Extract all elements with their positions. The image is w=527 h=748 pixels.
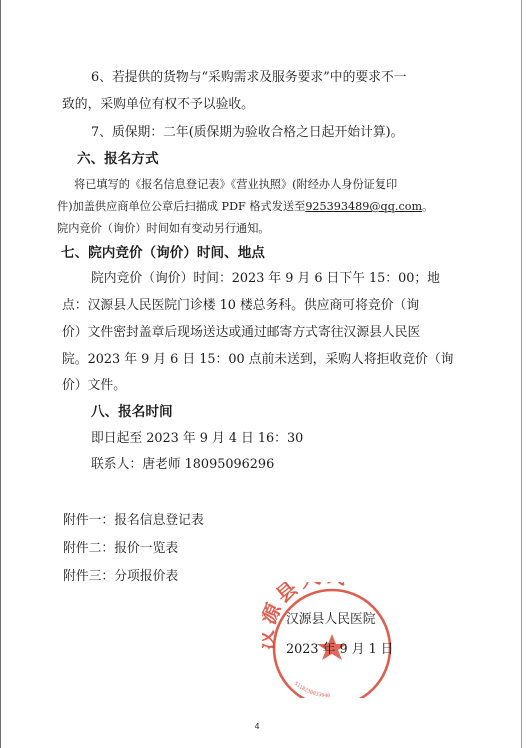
- seal-arc-text: 县: [271, 582, 305, 608]
- sec8-line2: 联系人：唐老师 18095096296: [91, 457, 275, 472]
- signature-org: 汉源县人民医院: [286, 612, 376, 627]
- sec7-line4: 院。2023 年 9 月 6 日 15：00 点前未送到，采购人将拒收竞价（询: [62, 352, 454, 367]
- sec6-line2: [57, 200, 433, 214]
- scan-edge-right: [521, 0, 522, 748]
- para6-line1: 6、若提供的货物与“采购需求及服务要求”中的要求不一: [91, 70, 407, 85]
- sec6-line1: 将已填写的《报名信息登记表》《营业执照》(附经办人身份证复印: [74, 178, 398, 191]
- sec6-line2-suffix: 。: [422, 200, 434, 213]
- attachment-1: 附件一：报名信息登记表: [63, 513, 204, 528]
- sec7-line1: 院内竞价（询价）时间：2023 年 9 月 6 日下午 15：00；地: [91, 271, 440, 286]
- attachment-2: 附件二：报价一览表: [63, 541, 179, 556]
- official-seal: [262, 582, 394, 698]
- section8-heading: 八、报名时间: [91, 404, 173, 420]
- seal-serial: 5118230033940: [292, 680, 331, 698]
- sec6-line2-prefix: 件)加盖供应商单位公章后扫描成 PDF 格式发送至: [57, 200, 306, 213]
- scan-edge-left: [0, 0, 1, 748]
- sec7-line3: 价）文件密封盖章后现场送达或通过邮寄方式寄往汉源县人民医: [62, 325, 421, 340]
- sec7-line2: 点：汉源县人民医院门诊楼 10 楼总务科。供应商可将竞价（询: [62, 298, 420, 313]
- sec8-line1: 即日起至 2023 年 9 月 4 日 16：30: [91, 431, 304, 446]
- para7-text: 7、质保期：二年(质保期为验收合格之日起开始计算)。: [91, 125, 404, 140]
- sec6-line3: 院内竞价（询价）时间如有变动另行通知。: [57, 222, 270, 235]
- signature-date: 2023 年 9 月 1 日: [286, 642, 394, 657]
- page-number: 4: [254, 722, 260, 731]
- section7-heading: 七、院内竞价（询价）时间、地点: [61, 245, 265, 261]
- para6-line2: 致的，采购单位有权不予以验收。: [62, 97, 254, 112]
- attachment-3: 附件三：分项报价表: [63, 569, 179, 584]
- email-link[interactable]: 925393489@qq.com: [305, 200, 423, 213]
- section6-heading: 六、报名方式: [77, 151, 159, 167]
- sec7-line5: 价）文件。: [62, 378, 126, 393]
- official-seal-graphic: [262, 582, 394, 698]
